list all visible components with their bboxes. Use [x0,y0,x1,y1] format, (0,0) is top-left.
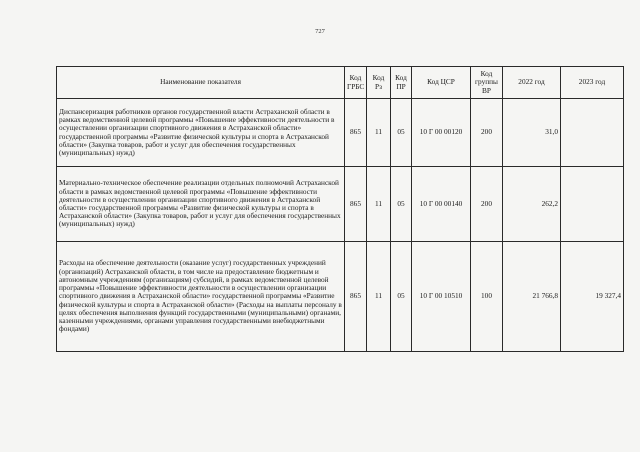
row-grbs: 865 [345,242,367,352]
row-pr: 05 [391,242,412,352]
table-row [57,99,624,167]
row-2023 [561,99,624,167]
header-csr: Код ЦСР [412,67,471,99]
budget-table [56,66,624,352]
row-grbs: 865 [345,99,367,167]
row-vr: 100 [471,242,503,352]
row-csr: 10 Г 00 00120 [412,99,471,167]
row-name: Диспансеризация работников органов государственной власти Астраханской области в рамках ведомственной целевой программы «Повышение эффективности деятельности в осуществлении организации спортивного движения в Астраханской области» государственной программы «Развитие физической культуры и спорта в Астраханской области» (Закупка товаров, работ и услуг для обеспечения государственных (муниципальных) нужд) [57,99,345,167]
row-rz: 11 [367,242,391,352]
header-grbs: Код ГРБС [345,67,367,99]
row-pr: 05 [391,167,412,242]
row-2022: 21 766,8 [503,242,561,352]
row-rz: 11 [367,99,391,167]
row-2023 [561,167,624,242]
table-row [57,167,624,242]
row-2022: 31,0 [503,99,561,167]
row-name: Материально-техническое обеспечение реализации отдельных полномочий Астраханской области в рамках ведомственной целевой программы «Повышение эффективности деятельности в осуществлении организации спортивного движения в Астраханской области» государственной программы «Развитие физической культуры и спорта в Астраханской области» (Закупка товаров, работ и услуг для обеспечения государственных (муниципальных) нужд) [57,167,345,242]
row-vr: 200 [471,99,503,167]
table-row [57,242,624,352]
page-number: 727 [315,28,325,35]
row-csr: 10 Г 00 00140 [412,167,471,242]
row-2023: 19 327,4 [561,242,624,352]
header-vr: Код группы ВР [471,67,503,99]
header-rz: Код Рз [367,67,391,99]
header-2023: 2023 год [561,67,624,99]
row-name: Расходы на обеспечение деятельности (оказание услуг) государственных учреждений (организаций) Астраханской области, в том числе на предоставление бюджетным и автономным учреждениям (организациям) субсидий, в рамках ведомственной целевой программы «Повышение эффективности деятельности в осуществлении организации спортивного движения в Астраханской области» государственной программы «Развитие физической культуры и спорта в Астраханской области» (Расходы на выплаты персоналу в целях обеспечения выполнения функций государственными (муниципальными) органами, казенными учреждениями, органами управления государственными внебюджетными фондами) [57,242,345,352]
header-2022: 2022 год [503,67,561,99]
header-name: Наименование показателя [57,67,345,99]
row-csr: 10 Г 00 10510 [412,242,471,352]
row-pr: 05 [391,99,412,167]
row-rz: 11 [367,167,391,242]
table-header-row [57,67,624,99]
row-grbs: 865 [345,167,367,242]
header-pr: Код ПР [391,67,412,99]
row-2022: 262,2 [503,167,561,242]
row-vr: 200 [471,167,503,242]
